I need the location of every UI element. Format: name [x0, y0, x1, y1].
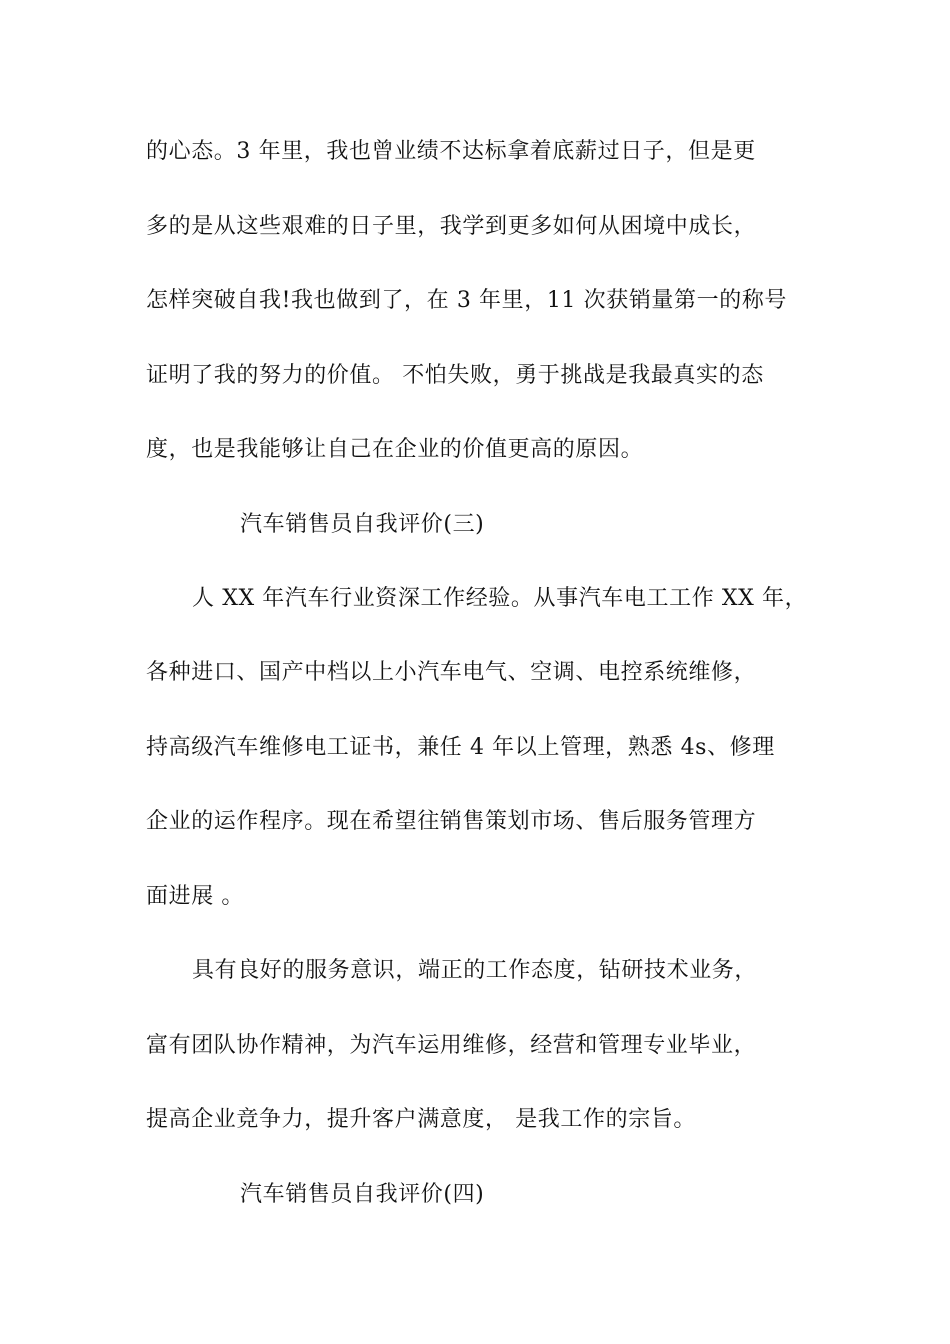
section-heading: 汽车销售员自我评价(四) [240, 1182, 485, 1207]
paragraph-line: 企业的运作程序。现在希望往销售策划市场、售后服务管理方 [146, 809, 757, 834]
paragraph-line: 富有团队协作精神，为汽车运用维修，经营和管理专业毕业， [146, 1033, 757, 1058]
paragraph-line: 多的是从这些艰难的日子里，我学到更多如何从困境中成长， [146, 214, 757, 239]
paragraph-line: 面进展 。 [146, 884, 244, 909]
paragraph-line: 怎样突破自我!我也做到了，在 3 年里，11 次获销量第一的称号 [146, 288, 788, 313]
section-heading: 汽车销售员自我评价(三) [240, 512, 485, 537]
paragraph-line: 持高级汽车维修电工证书，兼任 4 年以上管理，熟悉 4s、修理 [146, 735, 775, 760]
paragraph-line: 的心态。3 年里，我也曾业绩不达标拿着底薪过日子，但是更 [146, 139, 756, 164]
paragraph-line: 提高企业竞争力，提升客户满意度， 是我工作的宗旨。 [146, 1107, 696, 1132]
paragraph-line: 各种进口、国产中档以上小汽车电气、空调、电控系统维修， [146, 660, 757, 685]
paragraph-line: 证明了我的努力的价值。 不怕失败，勇于挑战是我最真实的态 [146, 363, 764, 388]
paragraph-line: 具有良好的服务意识，端正的工作态度，钻研技术业务， [192, 958, 758, 983]
paragraph-line: 度，也是我能够让自己在企业的价值更高的原因。 [146, 437, 644, 462]
paragraph-line: 人 XX 年汽车行业资深工作经验。从事汽车电工工作 XX 年， [192, 586, 808, 611]
